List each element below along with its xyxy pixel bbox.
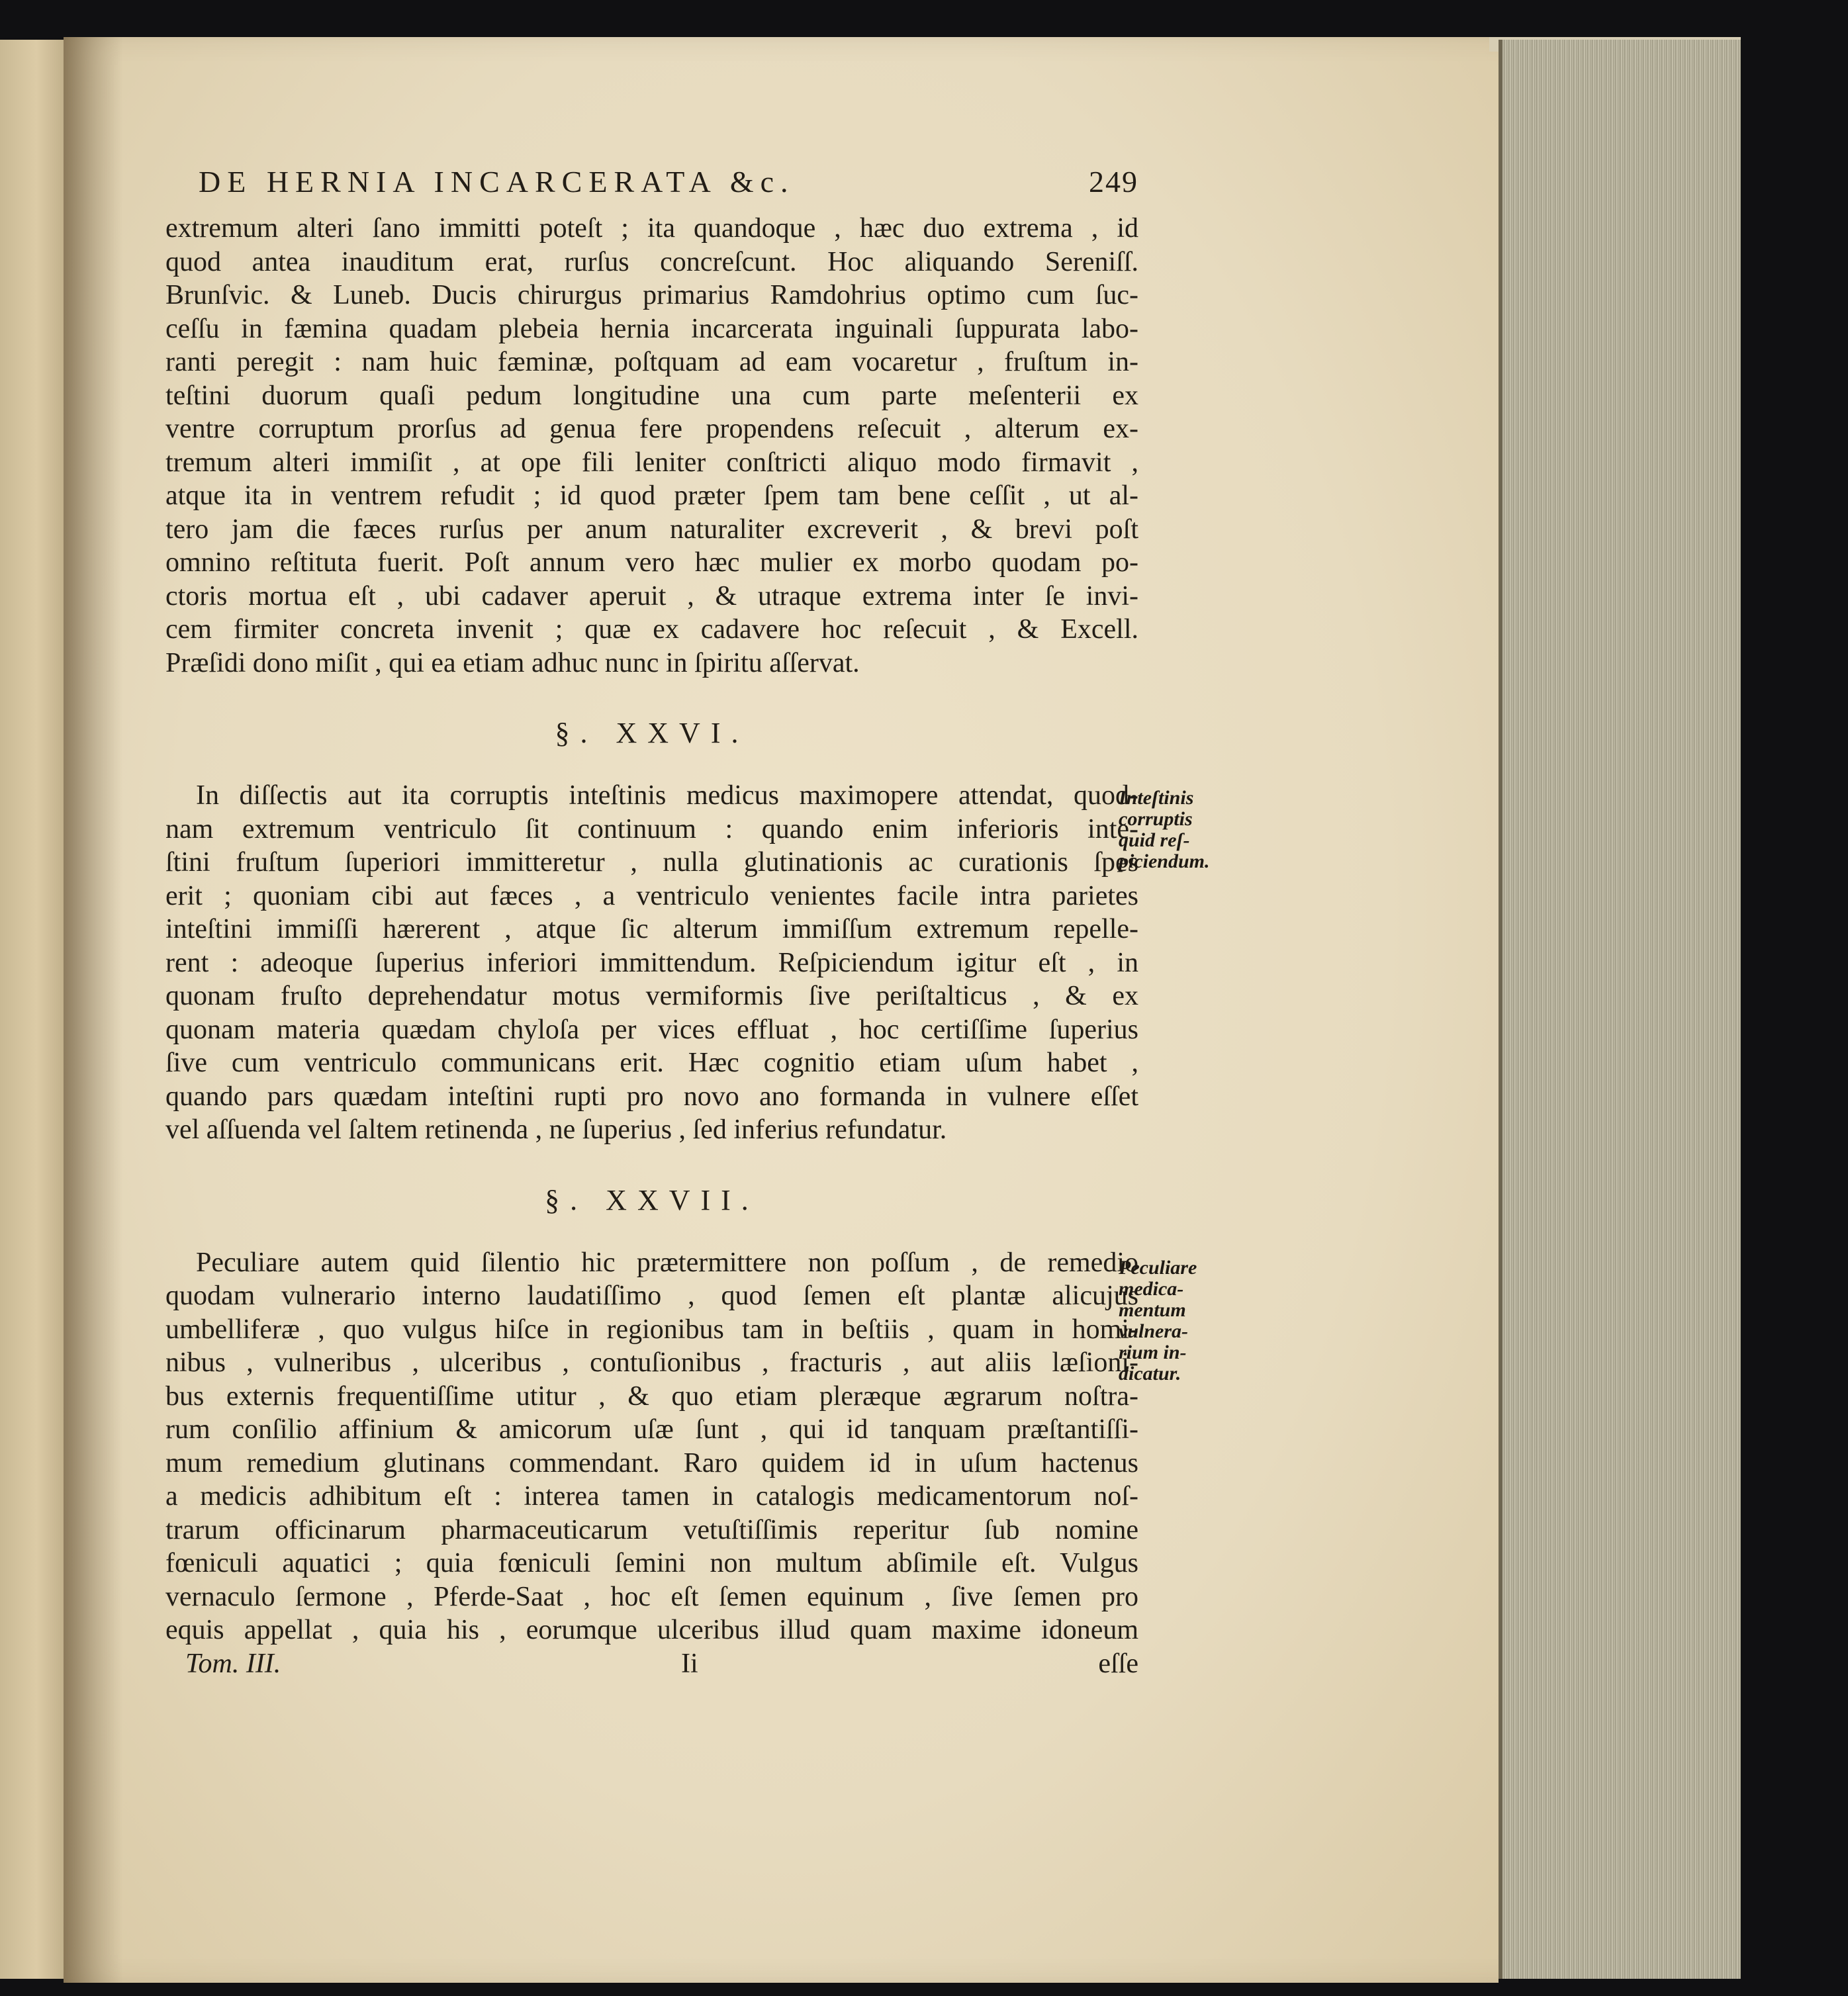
signature-mark: Ii: [681, 1648, 698, 1679]
text-line: ſtini fruſtum ſuperiori immitteretur , nulla glutinationis ac curationis ſpes: [165, 847, 1138, 878]
gutter-shadow: [64, 37, 123, 1983]
text-line: rent : adeoque ſuperius inferiori immittendum. Reſpiciendum igitur eſt , in: [165, 947, 1138, 978]
margin-note-line: piciendum.: [1119, 850, 1210, 872]
section-heading-xxvii: §. XXVII.: [545, 1183, 759, 1216]
page-number: 249: [1089, 165, 1138, 199]
margin-note-line: dicatur.: [1119, 1363, 1181, 1384]
section-26-body: [165, 779, 1138, 1147]
running-title: DE HERNIA INCARCERATA &c.: [199, 165, 795, 199]
margin-note-line: vulnera-: [1119, 1320, 1188, 1342]
page-footer: [185, 1647, 1138, 1680]
text-line: ceſſu in fæmina quadam plebeia hernia incarcerata inguinali ſuppurata labo-: [165, 313, 1138, 344]
margin-note-line: quid reſ-: [1119, 829, 1190, 851]
text-line: ventre corruptum prorſus ad genua fere propendens reſecuit , alterum ex-: [165, 414, 1138, 444]
paragraph-1: [165, 212, 1138, 680]
section-heading-xxvi: §. XXVI.: [555, 717, 749, 749]
text-line: nibus , vulneribus , ulceribus , contuſionibus , fracturis , aut aliis læſioni-: [165, 1347, 1138, 1378]
margin-note-line: mentum: [1119, 1299, 1186, 1321]
margin-note-line: Peculiare: [1119, 1257, 1197, 1279]
text-line: trarum officinarum pharmaceuticarum vetuſtiſſimis reperitur ſub nomine: [165, 1514, 1138, 1545]
text-line: tremum alteri immiſit , at ope fili leniter conſtricti aliquo modo firmavit ,: [165, 447, 1138, 478]
text-line: quodam vulnerario interno laudatiſſimo , quod ſemen eſt plantæ alicujus: [165, 1281, 1138, 1311]
text-line: ranti peregit : nam huic fæminæ, poſtquam ad eam vocaretur , fruſtum in-: [165, 347, 1138, 377]
text-line: extremum alteri ſano immitti poteſt ; ita quandoque , hæc duo extrema , id: [165, 213, 1138, 244]
text-line: vernaculo ſermone , Pferde-Saat , hoc eſt ſemen equinum , ſive ſemen pro: [165, 1581, 1138, 1612]
text-line: Peculiare autem quid ſilentio hic prætermittere non poſſum , de remedio: [196, 1247, 1138, 1278]
text-line: omnino reſtituta fuerit. Poſt annum vero hæc mulier ex morbo quodam po-: [165, 547, 1138, 578]
text-line: quando pars quædam inteſtini rupti pro novo ano formanda in vulnere eſſet: [165, 1081, 1138, 1112]
text-line: Brunſvic. & Luneb. Ducis chirurgus primarius Ramdohrius optimo cum ſuc-: [165, 280, 1138, 310]
text-line: bus externis frequentiſſime utitur , & quo etiam pleræque ægrarum noſtra-: [165, 1381, 1138, 1412]
text-line: teſtini duorum quaſi pedum longitudine una cum parte meſenterii ex: [165, 380, 1138, 411]
text-line: a medicis adhibitum eſt : interea tamen in catalogis medicamentorum noſ-: [165, 1481, 1138, 1512]
text-line: In diſſectis aut ita corruptis inteſtinis medicus maximopere attendat, quod-: [196, 780, 1138, 811]
page-block-edges: [1499, 40, 1741, 1979]
facing-page-edge: [0, 40, 66, 1979]
text-line: tero jam die fæces rurſus per anum naturaliter excreverit , & brevi poſt: [165, 514, 1138, 545]
text-line: quonam fruſto deprehendatur motus vermiformis ſive periſtalticus , & ex: [165, 981, 1138, 1011]
text-line: quod antea inauditum erat, rurſus concreſcunt. Hoc aliquando Sereniſſ.: [165, 246, 1138, 277]
text-line: atque ita in ventrem refudit ; id quod præter ſpem tam bene ceſſit , ut al-: [165, 480, 1138, 511]
margin-note-line: rium in-: [1119, 1341, 1187, 1363]
margin-note-peculiare: [1119, 1257, 1251, 1384]
section-27-body: [165, 1246, 1138, 1647]
margin-note-line: medica-: [1119, 1278, 1184, 1300]
text-line: mum remedium glutinans commendant. Raro quidem id in uſum hactenus: [165, 1447, 1138, 1478]
text-line: equis appellat , quia his , eorumque ulceribus illud quam maxime idoneum: [165, 1615, 1138, 1645]
text-line: cem firmiter concreta invenit ; quæ ex cadavere hoc reſecuit , & Excell.: [165, 614, 1138, 645]
text-line: fœniculi aquatici ; quia fœniculi ſemini non multum abſimile eſt. Vulgus: [165, 1548, 1138, 1578]
margin-note-line: Inteſtinis: [1119, 787, 1194, 809]
volume-mark: Tom. III.: [185, 1648, 281, 1679]
text-line: umbelliferæ , quo vulgus hiſce in regionibus tam in beſtiis , quam in homi-: [165, 1314, 1138, 1345]
text-line: rum conſilio affinium & amicorum uſæ ſunt , qui id tanquam præſtantiſſi-: [165, 1414, 1138, 1445]
text-line: ctoris mortua eſt , ubi cadaver aperuit , & utraque extrema inter ſe invi-: [165, 580, 1138, 612]
catchword: eſſe: [1098, 1648, 1138, 1679]
text-line: ſive cum ventriculo communicans erit. Hæc cognitio etiam uſum habet ,: [165, 1048, 1138, 1078]
margin-note-intestinis: [1119, 788, 1251, 872]
margin-note-line: corruptis: [1119, 808, 1193, 830]
text-line: erit ; quoniam cibi aut fæces , a ventriculo venientes facile intra parietes: [165, 880, 1138, 911]
running-header: [199, 165, 1138, 212]
text-line: vel aſſuenda vel ſaltem retinenda , ne ſuperius , ſed inferius refundatur.: [165, 1114, 947, 1145]
text-line: nam extremum ventriculo ſit continuum : quando enim inferioris inte-: [165, 813, 1138, 844]
text-line: quonam materia quædam chyloſa per vices effluat , hoc certiſſime ſuperius: [165, 1014, 1138, 1045]
text-block: [165, 165, 1138, 1680]
text-line: inteſtini immiſſi hærerent , atque ſic alterum immiſſum extremum repelle-: [165, 914, 1138, 944]
text-line: Præſidi dono miſit , qui ea etiam adhuc nunc in ſpiritu aſſervat.: [165, 647, 860, 678]
